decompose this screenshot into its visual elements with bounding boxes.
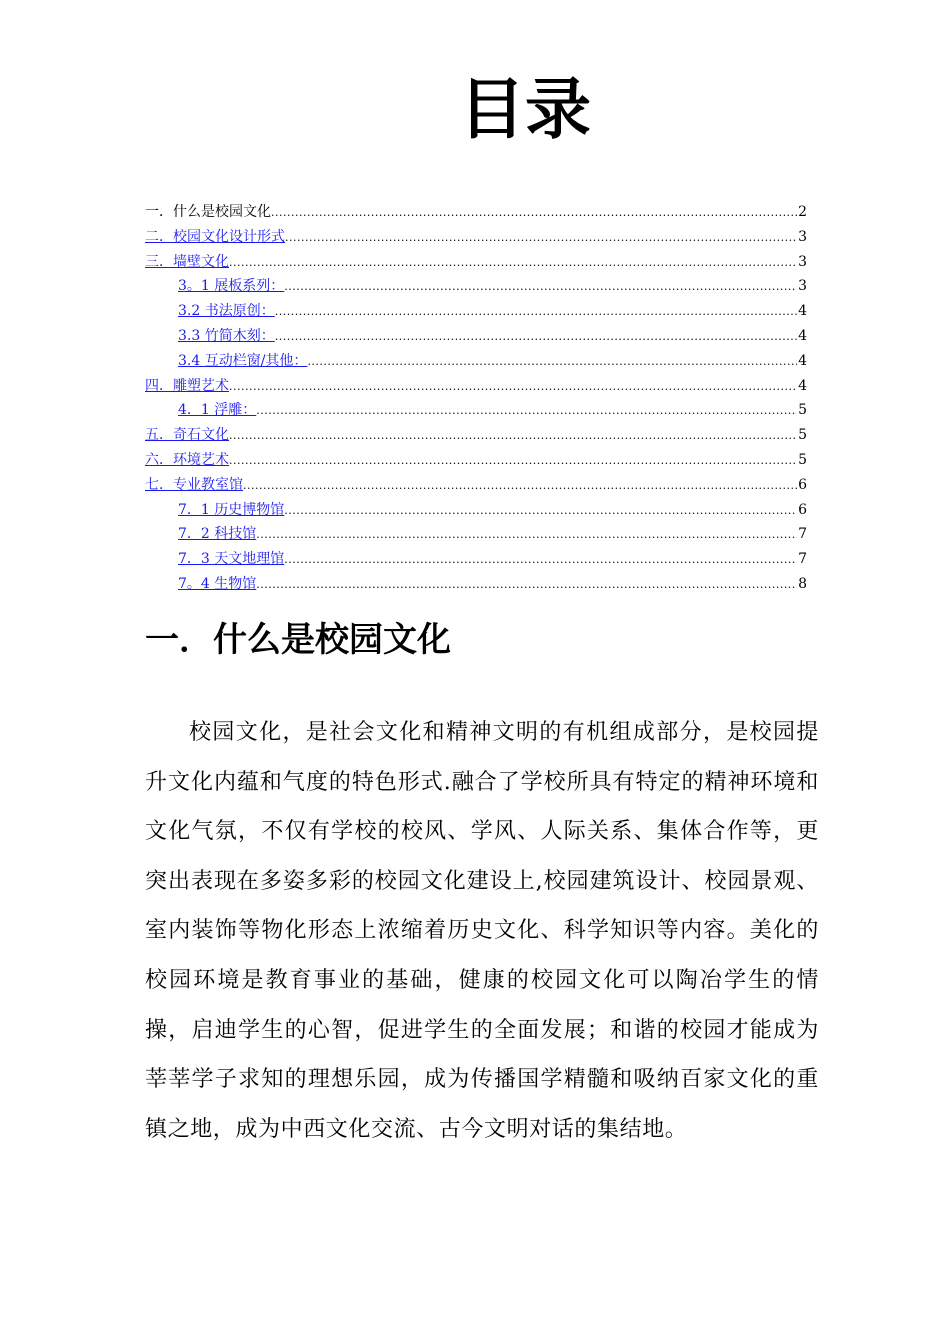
toc-entry <box>145 200 807 225</box>
toc-entry-link[interactable]: 7．2 科技馆 <box>178 526 257 543</box>
toc-page-number: 5 <box>798 427 807 444</box>
toc-entry-link: 一．什么是校园文化 <box>145 204 271 220</box>
toc-entry-link[interactable]: 4．1 浮雕： <box>178 402 257 419</box>
toc-entry-link[interactable]: 3.3 竹简木刻： <box>178 327 275 344</box>
toc-page-number: 4 <box>798 327 807 344</box>
toc-entry[interactable] <box>145 225 807 250</box>
toc-dot-leader <box>256 523 797 548</box>
toc-page-number: 5 <box>798 451 807 468</box>
toc-page-number: 6 <box>798 501 807 518</box>
toc-entry[interactable] <box>145 547 807 572</box>
toc-entry[interactable] <box>145 324 807 349</box>
toc-entry-link[interactable]: 六．环境艺术 <box>145 451 229 468</box>
toc-dot-leader <box>229 375 797 400</box>
body-paragraph: 校园文化，是社会文化和精神文明的有机组成部分，是校园提升文化内蕴和气度的特色形式.融合了学校所具有特定的精神环境和文化气氛，不仅有学校的校风、学风、人际关系、集体合作等，更突出表现在多姿多彩的校园文化建设上,校园建筑设计、校园景观、室内装饰等物化形态上浓缩着历史文化、科学知识等内容。美化的校园环境是教育事业的基础，健康的校园文化可以陶冶学生的情操，启迪学生的心智，促进学生的全面发展；和谐的校园才能成为莘莘学子求知的理想乐园，成为传播国学精髓和吸纳百家文化的重镇之地，成为中西文化交流、古今文明对话的集结地。 <box>145 720 819 1142</box>
toc-entry[interactable] <box>145 299 807 324</box>
toc-entry-link[interactable]: 四．雕塑艺术 <box>145 377 229 394</box>
toc-dot-leader <box>284 548 797 573</box>
toc-dot-leader <box>275 300 797 325</box>
toc-entry[interactable] <box>145 423 807 448</box>
toc-page-number: 3 <box>798 253 807 270</box>
toc-entry[interactable] <box>145 498 807 523</box>
toc-page-number: 2 <box>798 204 807 220</box>
toc-dot-leader <box>284 499 797 524</box>
toc-dot-leader <box>229 424 797 449</box>
toc-entry-link[interactable]: 二．校园文化设计形式 <box>145 228 285 245</box>
toc-entry[interactable] <box>145 374 807 399</box>
toc-entry[interactable] <box>145 572 807 597</box>
toc-dot-leader <box>275 325 797 350</box>
toc-entry[interactable] <box>145 398 807 423</box>
toc-page-number: 3 <box>798 228 807 245</box>
toc-dot-leader <box>243 474 797 499</box>
toc-entry-link[interactable]: 7．1 历史博物馆 <box>178 501 285 518</box>
toc-page-number: 6 <box>798 476 807 493</box>
toc-page-number: 5 <box>798 402 807 419</box>
toc-page-number: 7 <box>798 551 807 568</box>
toc-entry-link[interactable]: 七．专业教室馆 <box>145 476 243 493</box>
toc-entry-link[interactable]: 三．墙壁文化 <box>145 253 229 270</box>
toc-dot-leader <box>284 275 797 300</box>
toc-dot-leader <box>229 251 797 276</box>
table-of-contents <box>145 200 807 597</box>
toc-dot-leader <box>256 399 797 424</box>
toc-entry-link[interactable]: 7．3 天文地理馆 <box>178 551 285 568</box>
section-heading: 一．什么是校园文化 <box>145 620 451 660</box>
toc-dot-leader <box>256 573 797 598</box>
toc-entry[interactable] <box>145 274 807 299</box>
toc-dot-leader <box>229 449 797 474</box>
toc-dot-leader <box>271 201 797 226</box>
toc-page-number: 8 <box>798 575 807 592</box>
toc-dot-leader <box>285 226 797 251</box>
toc-entry[interactable] <box>145 448 807 473</box>
toc-entry-link[interactable]: 3。1 展板系列： <box>178 278 285 295</box>
toc-page-number: 7 <box>798 526 807 543</box>
toc-entry[interactable] <box>145 522 807 547</box>
toc-entry-link[interactable]: 3.4 互动栏窗/其他： <box>178 352 308 369</box>
toc-page-number: 4 <box>798 303 807 320</box>
toc-entry-link[interactable]: 3.2 书法原创： <box>178 303 275 320</box>
toc-entry[interactable] <box>145 473 807 498</box>
toc-title: 目录 <box>459 71 591 148</box>
toc-page-number: 4 <box>798 377 807 394</box>
toc-entry[interactable] <box>145 349 807 374</box>
toc-entry-link[interactable]: 五．奇石文化 <box>145 427 229 444</box>
toc-dot-leader <box>307 350 797 375</box>
toc-entry[interactable] <box>145 250 807 275</box>
toc-page-number: 4 <box>798 352 807 369</box>
toc-entry-link[interactable]: 7。4 生物馆 <box>178 575 257 592</box>
toc-page-number: 3 <box>798 278 807 295</box>
